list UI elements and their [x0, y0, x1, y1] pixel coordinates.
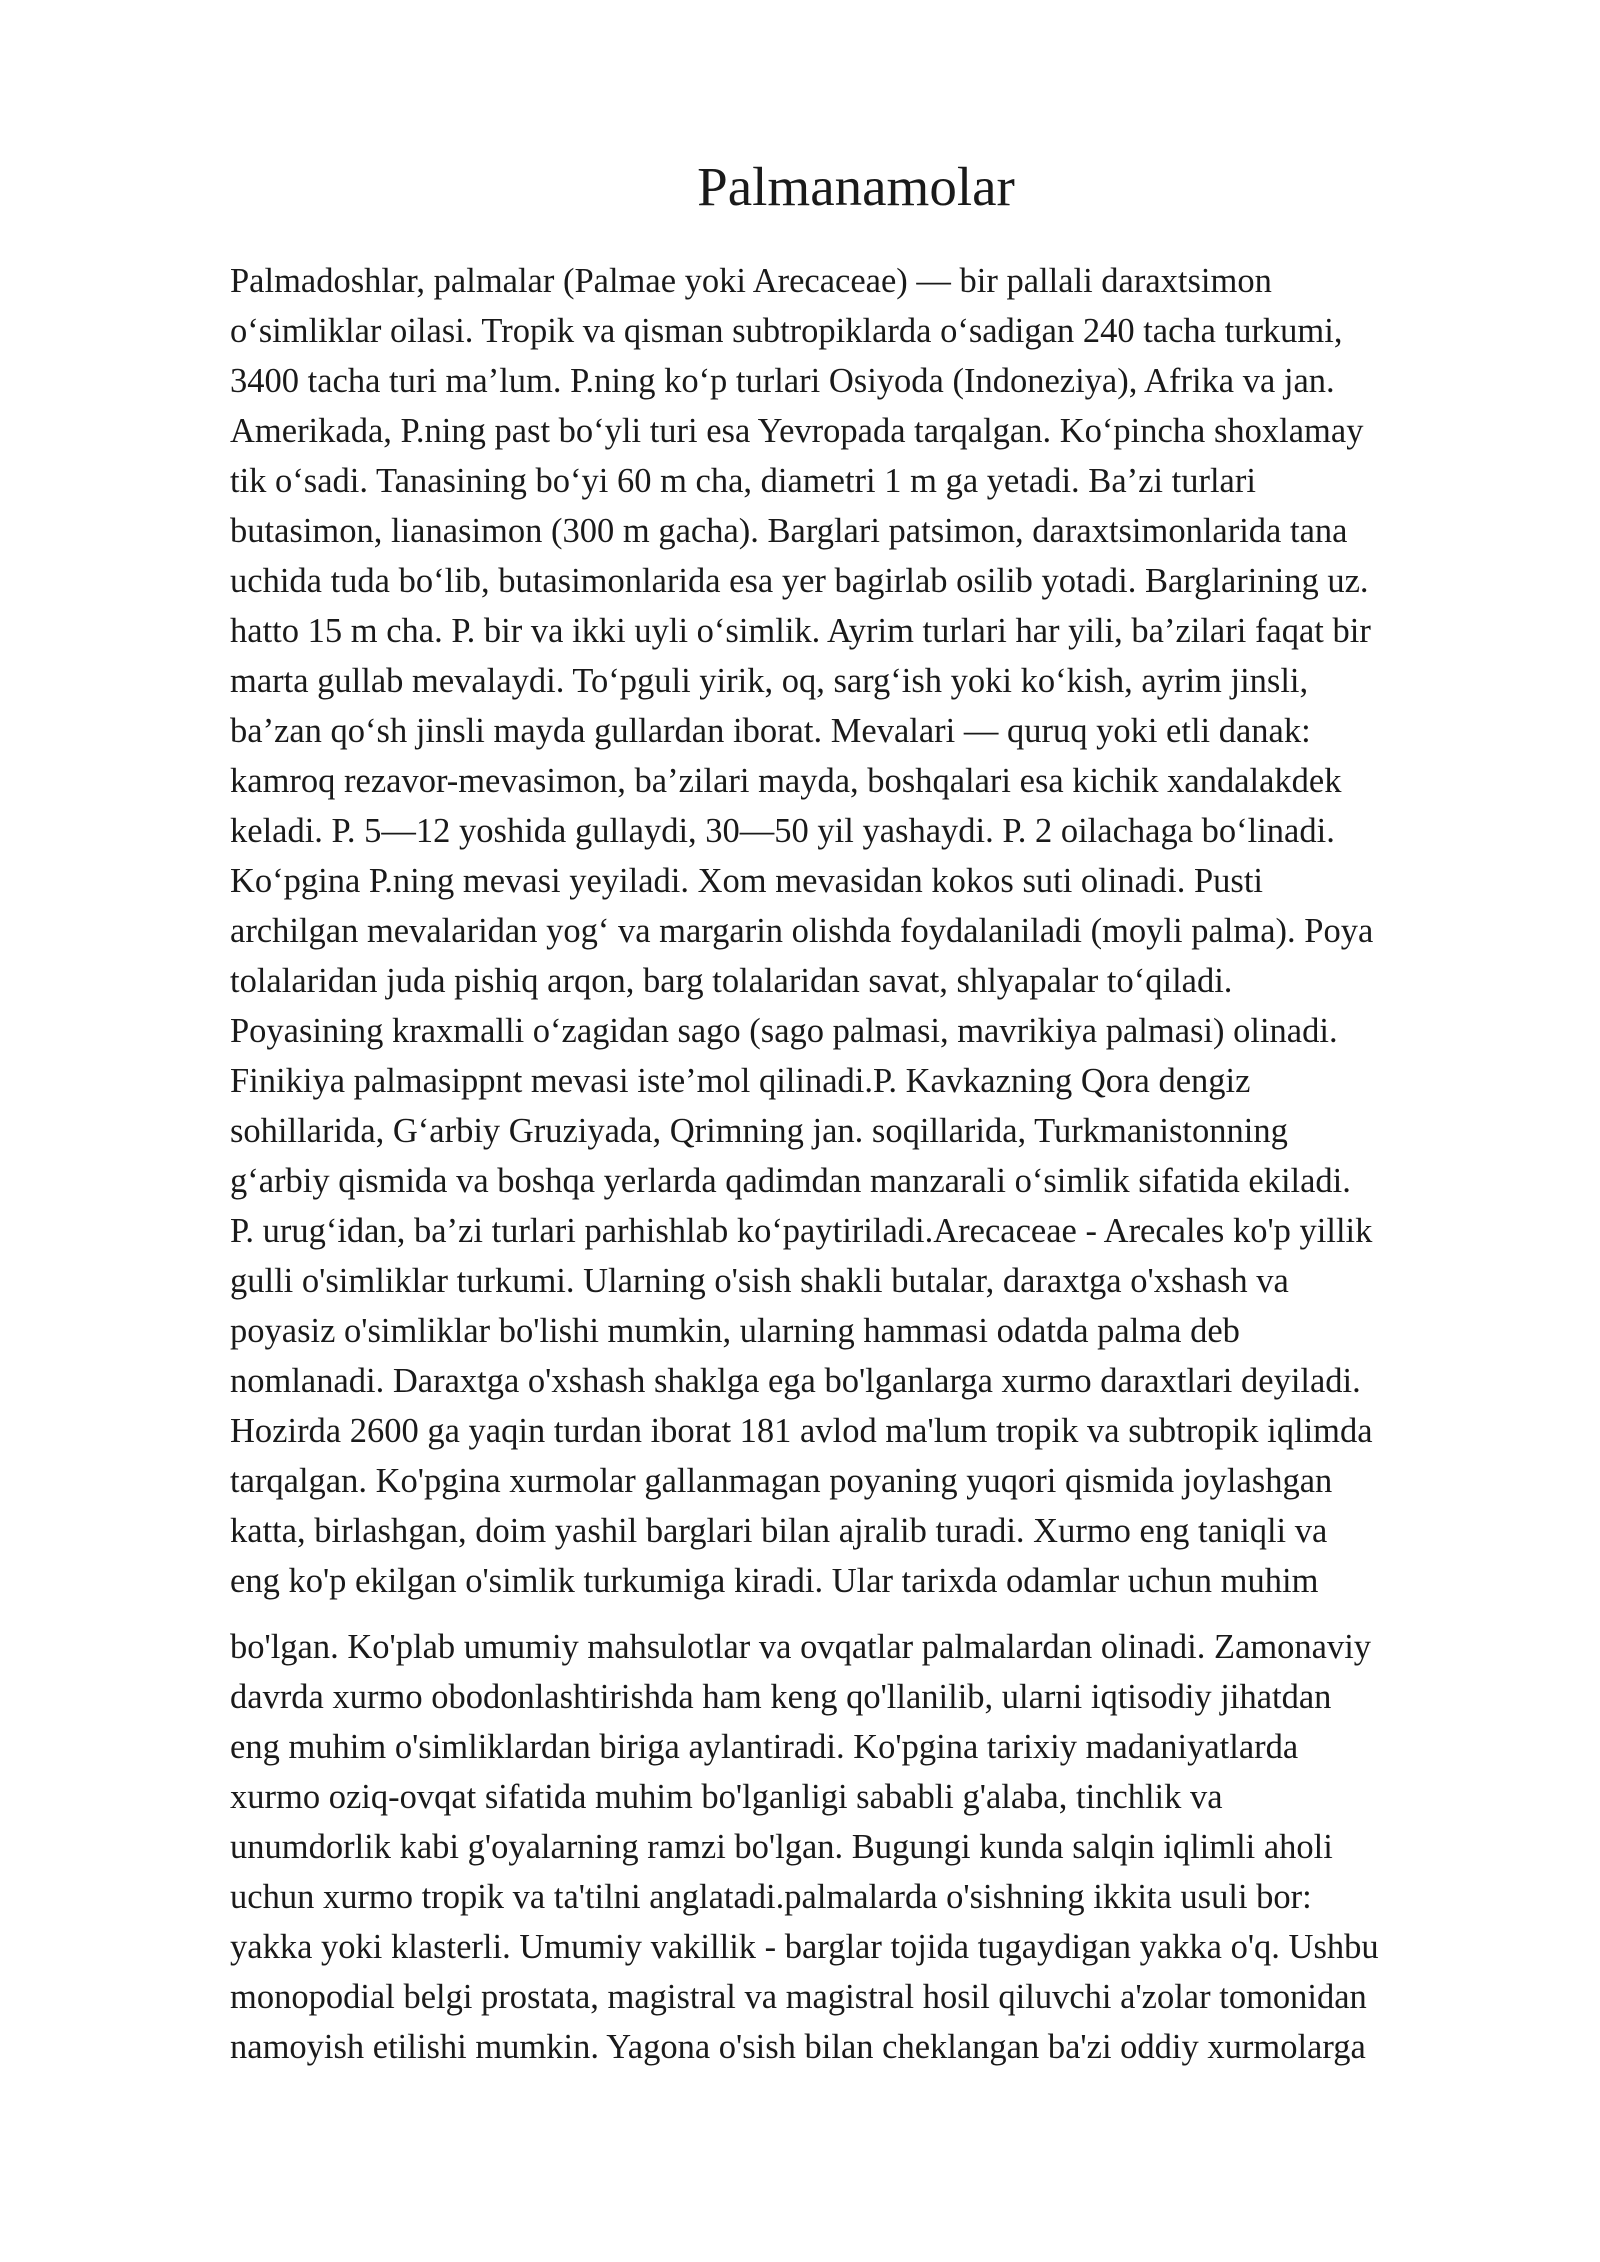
text-line: eng ko'p ekilgan o'simlik turkumiga kiradi. Ular tarixda odamlar uchun muhim — [230, 1562, 1319, 1600]
text-line: tarqalgan. Ko'pgina xurmolar gallanmagan poyaning yuqori qismida joylashgan — [230, 1462, 1333, 1500]
text-line: g‘arbiy qismida va boshqa yerlarda qadimdan manzarali o‘simlik sifatida ekiladi. — [230, 1162, 1351, 1200]
text-line: poyasiz o'simliklar bo'lishi mumkin, ularning hammasi odatda palma deb — [230, 1312, 1240, 1350]
text-line: yakka yoki klasterli. Umumiy vakillik - barglar tojida tugaydigan yakka o'q. Ushbu — [230, 1928, 1379, 1966]
text-line: davrda xurmo obodonlashtirishda ham keng qo'llanilib, ularni iqtisodiy jihatdan — [230, 1678, 1332, 1716]
text-line: ba’zan qo‘sh jinsli mayda gullardan iborat. Mevalari — quruq yoki etli danak: — [230, 712, 1311, 750]
text-line: Finikiya palmasippnt mevasi iste’mol qilinadi.P. Kavkazning Qora dengiz — [230, 1062, 1251, 1100]
text-line: Ko‘pgina P.ning mevasi yeyiladi. Xom mevasidan kokos suti olinadi. Pusti — [230, 862, 1264, 900]
text-line: unumdorlik kabi g'oyalarning ramzi bo'lgan. Bugungi kunda salqin iqlimli aholi — [230, 1828, 1333, 1866]
paragraph-1 — [230, 256, 1505, 1606]
text-line: monopodial belgi prostata, magistral va magistral hosil qiluvchi a'zolar tomonidan — [230, 1978, 1367, 2016]
text-line: Hozirda 2600 ga yaqin turdan iborat 181 avlod ma'lum tropik va subtropik iqlimda — [230, 1412, 1373, 1450]
text-line: namoyish etilishi mumkin. Yagona o'sish bilan cheklangan ba'zi oddiy xurmolarga — [230, 2028, 1366, 2066]
text-line: uchun xurmo tropik va ta'tilni anglatadi.palmalarda o'sishning ikkita usuli bor: — [230, 1878, 1312, 1916]
text-line: uchida tuda bo‘lib, butasimonlarida esa yer bagirlab osilib yotadi. Barglarining uz. — [230, 562, 1369, 600]
document-body — [230, 256, 1505, 2072]
text-line: 3400 tacha turi ma’lum. P.ning ko‘p turlari Osiyoda (Indoneziya), Afrika va jan. — [230, 362, 1335, 400]
text-line: hatto 15 m cha. P. bir va ikki uyli o‘simlik. Ayrim turlari har yili, ba’zilari faqat bir — [230, 612, 1371, 650]
text-line: kamroq rezavor-mevasimon, ba’zilari mayda, boshqalari esa kichik xandalakdek — [230, 762, 1342, 800]
text-line: tik o‘sadi. Tanasining bo‘yi 60 m cha, diametri 1 m ga yetadi. Ba’zi turlari — [230, 462, 1256, 500]
text-line: marta gullab mevalaydi. To‘pguli yirik, oq, sarg‘ish yoki ko‘kish, ayrim jinsli, — [230, 662, 1309, 700]
text-line: Amerikada, P.ning past bo‘yli turi esa Yevropada tarqalgan. Ko‘pincha shoxlamay — [230, 412, 1364, 450]
text-line: butasimon, lianasimon (300 m gacha). Barglari patsimon, daraxtsimonlarida tana — [230, 512, 1348, 550]
text-line: xurmo oziq-ovqat sifatida muhim bo'lganligi sababli g'alaba, tinchlik va — [230, 1778, 1223, 1816]
text-line: bo'lgan. Ko'plab umumiy mahsulotlar va ovqatlar palmalardan olinadi. Zamonaviy — [230, 1628, 1372, 1666]
document-title: Palmanamolar — [697, 156, 1015, 217]
text-line: gulli o'simliklar turkumi. Ularning o'sish shakli butalar, daraxtga o'xshash va — [230, 1262, 1289, 1300]
text-line: o‘simliklar oilasi. Tropik va qisman subtropiklarda o‘sadigan 240 tacha turkumi, — [230, 312, 1343, 350]
text-line: eng muhim o'simliklardan biriga aylantiradi. Ko'pgina tarixiy madaniyatlarda — [230, 1728, 1299, 1766]
text-line: katta, birlashgan, doim yashil barglari bilan ajralib turadi. Xurmo eng taniqli va — [230, 1512, 1328, 1550]
text-line: tolalaridan juda pishiq arqon, barg tolalaridan savat, shlyapalar to‘qiladi. — [230, 962, 1233, 1000]
text-line: keladi. P. 5—12 yoshida gullaydi, 30—50 yil yashaydi. P. 2 oilachaga bo‘linadi. — [230, 812, 1335, 850]
text-line: nomlanadi. Daraxtga o'xshash shaklga ega bo'lganlarga xurmo daraxtlari deyiladi. — [230, 1362, 1361, 1400]
paragraph-2 — [230, 1622, 1505, 2072]
text-line: Palmadoshlar, palmalar (Palmae yoki Arecaceae) — bir pallali daraxtsimon — [230, 262, 1272, 300]
text-line: Poyasining kraxmalli o‘zagidan sago (sago palmasi, mavrikiya palmasi) olinadi. — [230, 1012, 1338, 1050]
text-line: sohillarida, G‘arbiy Gruziyada, Qrimning jan. soqillarida, Turkmanistonning — [230, 1112, 1288, 1150]
text-line: P. urug‘idan, ba’zi turlari parhishlab ko‘paytiriladi.Arecaceae - Arecales ko'p yillik — [230, 1212, 1373, 1250]
text-line: archilgan mevalaridan yog‘ va margarin olishda foydalaniladi (moyli palma). Poya — [230, 912, 1374, 950]
